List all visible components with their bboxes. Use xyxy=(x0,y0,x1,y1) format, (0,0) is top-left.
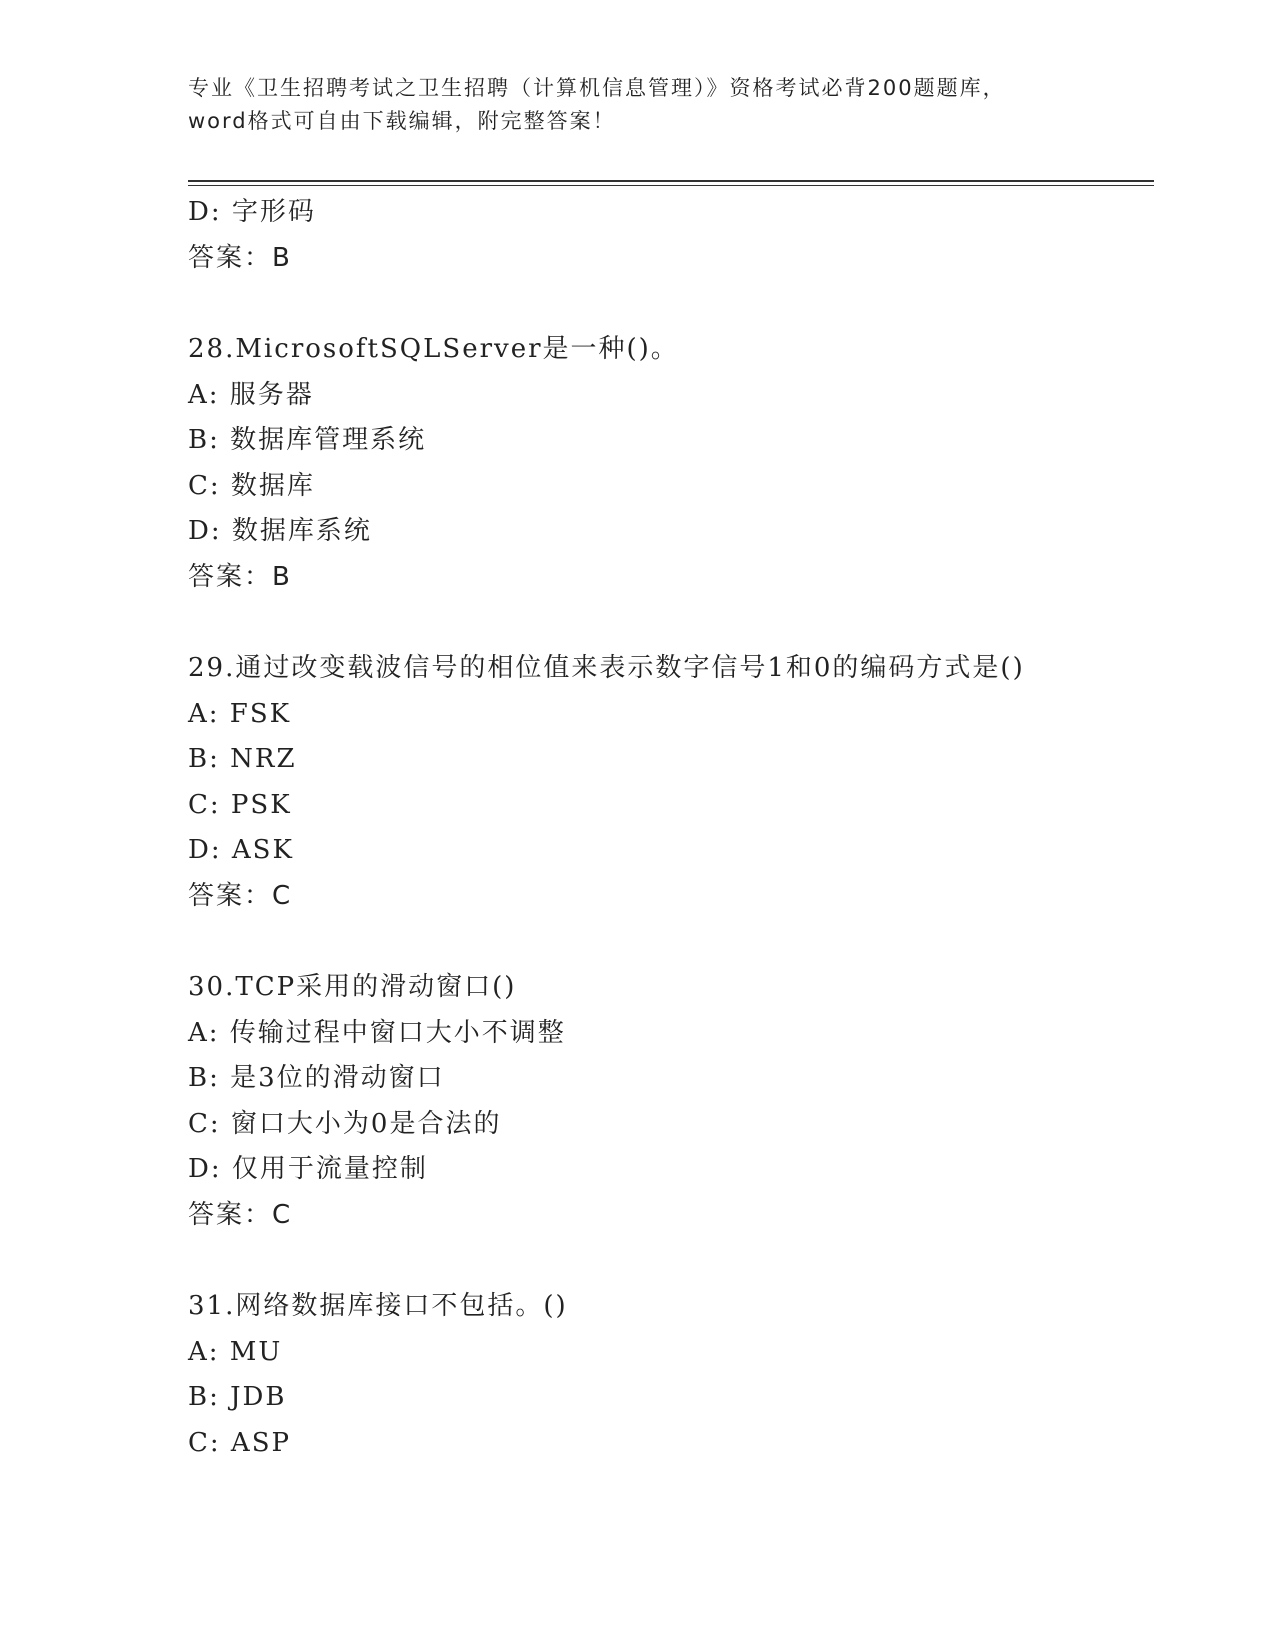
option-line: A: 传输过程中窗口大小不调整 xyxy=(188,1017,566,1048)
answer-line: 答案：C xyxy=(188,1199,293,1230)
question-stem: 28.MicrosoftSQLServer是一种()。 xyxy=(188,334,679,364)
answer-line: 答案：C xyxy=(188,880,293,911)
answer-line: 答案：B xyxy=(188,561,292,592)
option-line: C: PSK xyxy=(188,789,292,820)
header-divider-thin xyxy=(188,185,1154,186)
question-gap xyxy=(188,600,1154,646)
option-line: A: 服务器 xyxy=(188,379,314,410)
question-gap xyxy=(188,919,1154,965)
question-stem: 31.网络数据库接口不包括。() xyxy=(188,1291,568,1321)
option-line: D: 仅用于流量控制 xyxy=(188,1154,428,1184)
answer-line: 答案：B xyxy=(188,242,292,273)
option-line: A: MU xyxy=(188,1336,283,1367)
option-line: D: 数据库系统 xyxy=(188,516,372,546)
option-line: C: 数据库 xyxy=(188,470,315,501)
option-line: B: NRZ xyxy=(188,744,297,774)
header-divider-thick xyxy=(188,180,1154,182)
option-line: D: 字形码 xyxy=(188,197,316,227)
header-line-1: 专业《卫生招聘考试之卫生招聘（计算机信息管理）》资格考试必背200题题库， xyxy=(188,76,1006,100)
header-line-2: word格式可自由下载编辑，附完整答案！ xyxy=(188,109,616,133)
question-gap xyxy=(188,1238,1154,1284)
option-line: C: ASP xyxy=(188,1427,291,1458)
option-line: B: JDB xyxy=(188,1382,287,1412)
question-gap xyxy=(188,281,1154,327)
option-line: C: 窗口大小为0是合法的 xyxy=(188,1108,502,1139)
question-list xyxy=(188,190,1154,1466)
option-line: B: 数据库管理系统 xyxy=(188,425,427,455)
question-stem: 29.通过改变载波信号的相位值来表示数字信号1和0的编码方式是() xyxy=(188,653,1025,683)
option-line: D: ASK xyxy=(188,835,294,865)
document-header xyxy=(188,72,1088,138)
question-stem: 30.TCP采用的滑动窗口() xyxy=(188,972,517,1002)
option-line: A: FSK xyxy=(188,698,292,729)
option-line: B: 是3位的滑动窗口 xyxy=(188,1063,445,1093)
